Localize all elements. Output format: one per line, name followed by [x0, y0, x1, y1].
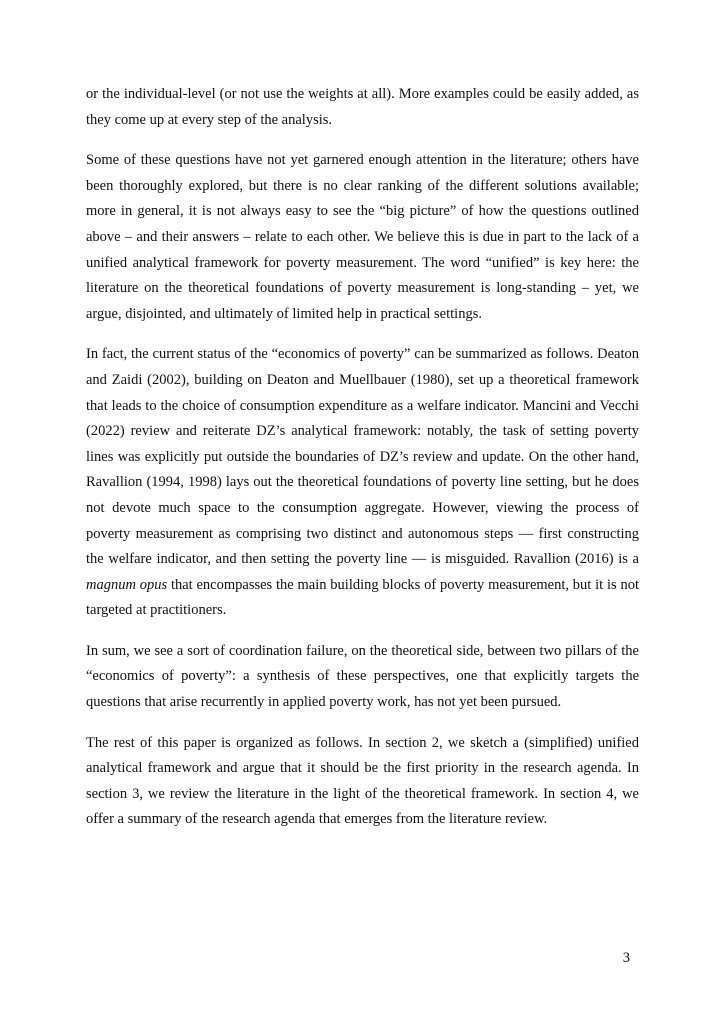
paragraph-1: or the individual-level (or not use the weights at all). More examples could be easily added, as they come up at every step of the analysis.: [86, 86, 639, 128]
paragraph-4: In sum, we see a sort of coordination failure, on the theoretical side, between two pillars of the “economics of poverty”: a synthesis of these perspectives, one that explicitly targets the questions that arise recurrently in applied poverty work, has not yet been pursued.: [86, 642, 639, 711]
paragraph-2: Some of these questions have not yet garnered enough attention in the literature; others have been thoroughly explored, but there is no clear ranking of the different solutions available; more in general, it is not always easy to see the “big picture” of how the questions outlined above – and their answers – relate to each other. We believe this is due in part to the lack of a unified analytical framework for poverty measurement. The word “unified” is key here: the literature on the theoretical foundations of poverty measurement is long-standing – yet, we argue, disjointed, and ultimately of limited help in practical settings.: [86, 152, 639, 322]
paragraph-5: The rest of this paper is organized as follows. In section 2, we sketch a (simplified) unified analytical framework and argue that it should be the first priority in the research agenda. In section 3, we review the literature in the light of the theoretical framework. In section 4, we offer a summary of the research agenda that emerges from the literature review.: [86, 734, 639, 828]
paragraph-3-text-end: that encompasses the main building blocks of poverty measurement, but it is not targeted at practitioners.: [86, 576, 639, 619]
paragraph-3: [86, 342, 639, 624]
page-body: [86, 82, 639, 848]
italic-phrase: magnum opus: [86, 576, 168, 593]
page-number: 3: [622, 950, 630, 966]
paragraph-3-text-start: In fact, the current status of the “economics of poverty” can be summarized as follows. Deaton and Zaidi (2002), building on Deaton and Muellbauer (1980), set up a theoretical framework that leads to the choice of consumption expenditure as a welfare indicator. Mancini and Vecchi (2022) review and reiterate DZ’s analytical framework: notably, the task of setting poverty lines was explicitly put outside the boundaries of DZ’s review and update. On the other hand, Ravallion (1994, 1998) lays out the theoretical foundations of poverty line setting, but he does not devote much space to the consumption aggregate. However, viewing the process of poverty measurement as comprising two distinct and autonomous steps — first constructing the welfare indicator, and then setting the poverty line — is misguided. Ravallion (2016) is a: [86, 346, 639, 568]
